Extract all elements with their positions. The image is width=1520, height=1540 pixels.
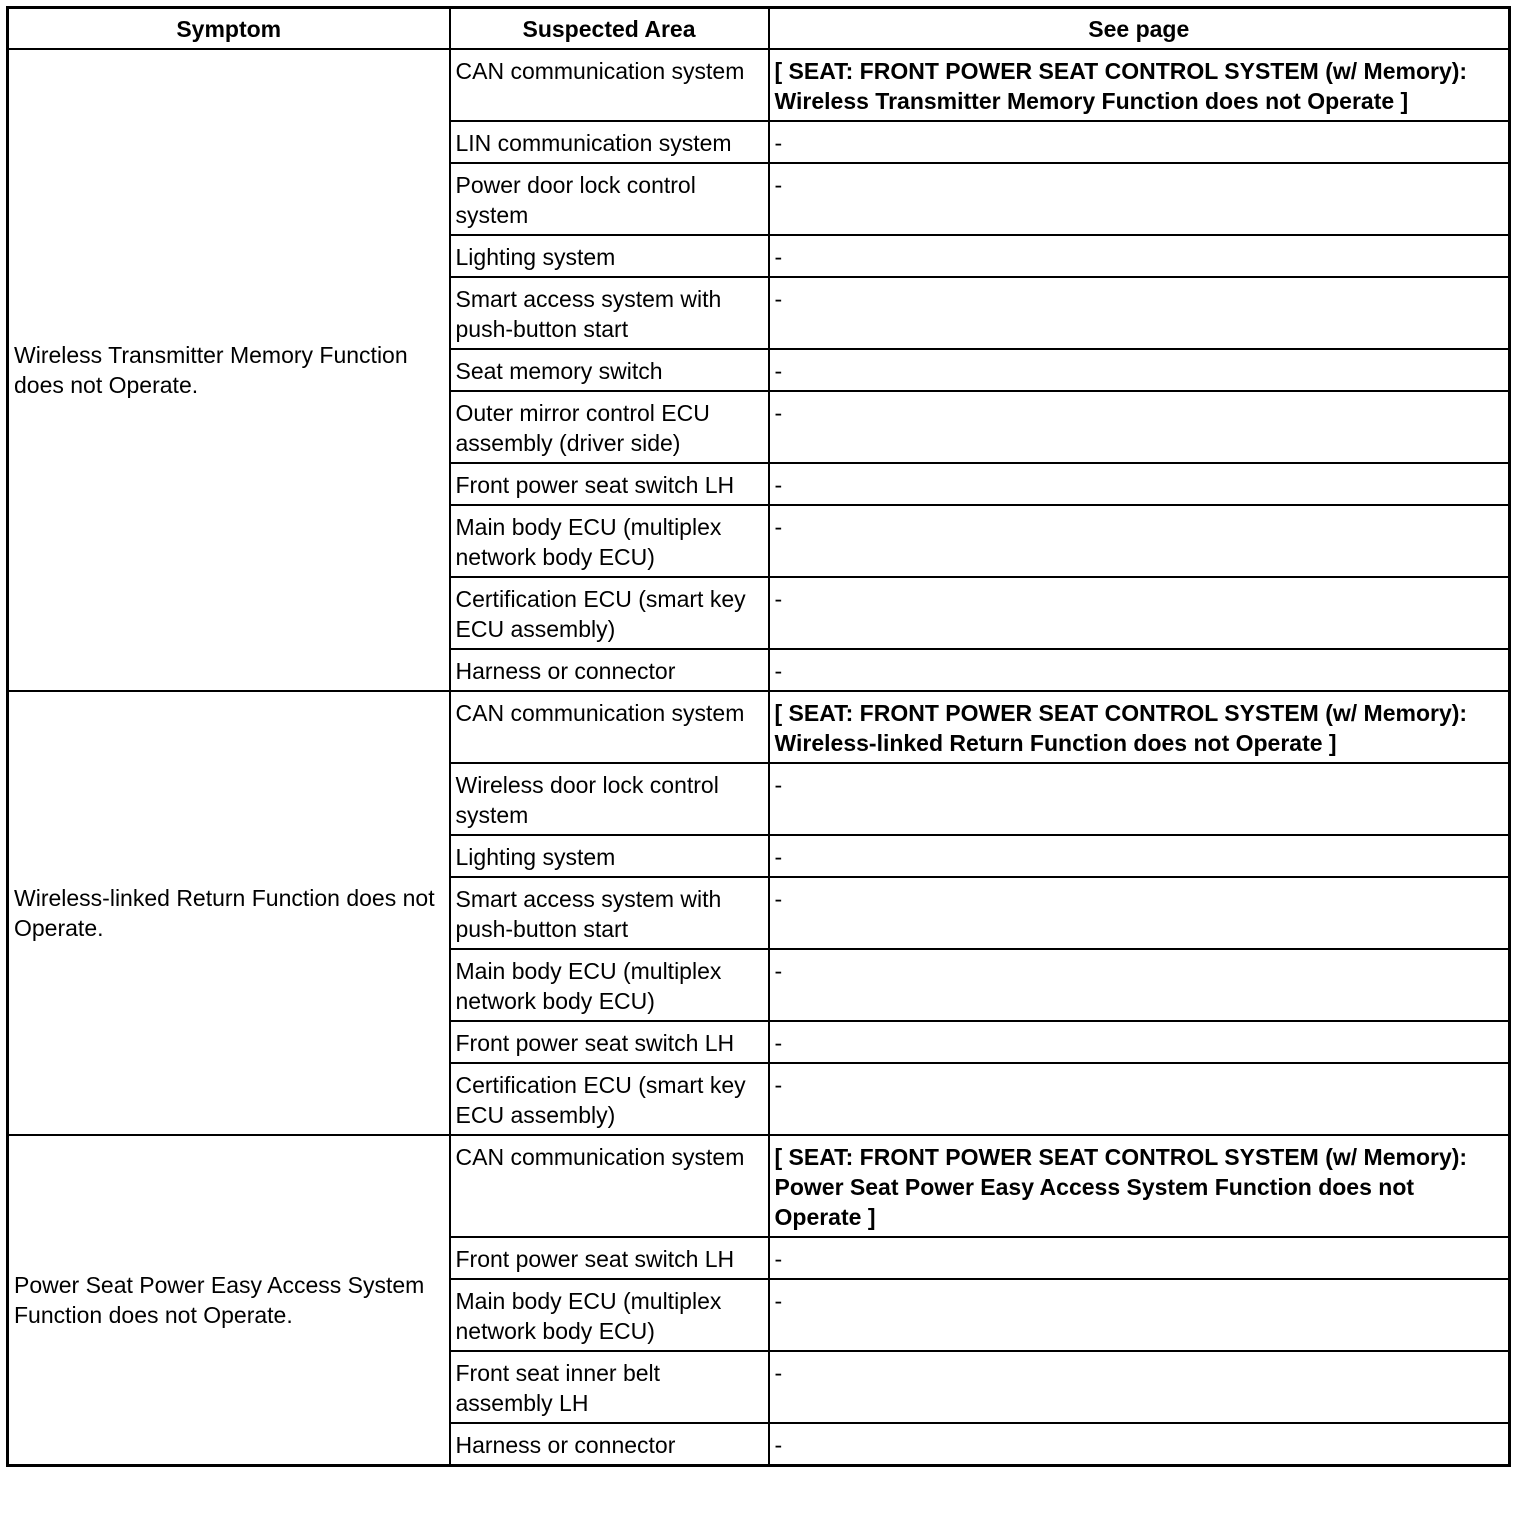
suspected-area-cell: Main body ECU (multiplex network body ECU) [450, 505, 769, 577]
symptom-cell: Wireless Transmitter Memory Function does not Operate. [8, 49, 450, 691]
suspected-area-cell: Main body ECU (multiplex network body ECU) [450, 1279, 769, 1351]
header-see-page: See page [769, 8, 1510, 50]
suspected-area-cell: Certification ECU (smart key ECU assembly) [450, 577, 769, 649]
table-row [8, 1135, 1510, 1237]
see-page-cell: - [769, 1021, 1510, 1063]
suspected-area-cell: Certification ECU (smart key ECU assembly) [450, 1063, 769, 1135]
troubleshooting-table [6, 6, 1511, 1467]
table-row [8, 49, 1510, 121]
suspected-area-cell: Outer mirror control ECU assembly (driver side) [450, 391, 769, 463]
see-page-cell: - [769, 277, 1510, 349]
see-page-link[interactable]: [ SEAT: FRONT POWER SEAT CONTROL SYSTEM (w/ Memory): Wireless-linked Return Function does not Operate ] [769, 691, 1510, 763]
suspected-area-cell: Smart access system with push-button start [450, 877, 769, 949]
suspected-area-cell: CAN communication system [450, 1135, 769, 1237]
see-page-link[interactable]: [ SEAT: FRONT POWER SEAT CONTROL SYSTEM (w/ Memory): Power Seat Power Easy Access System Function does not Operate ] [769, 1135, 1510, 1237]
suspected-area-cell: Smart access system with push-button start [450, 277, 769, 349]
suspected-area-cell: Front power seat switch LH [450, 1237, 769, 1279]
see-page-cell: - [769, 391, 1510, 463]
see-page-cell: - [769, 235, 1510, 277]
suspected-area-cell: Front seat inner belt assembly LH [450, 1351, 769, 1423]
see-page-cell: - [769, 949, 1510, 1021]
header-row [8, 8, 1510, 50]
header-suspected-area: Suspected Area [450, 8, 769, 50]
suspected-area-cell: Power door lock control system [450, 163, 769, 235]
see-page-cell: - [769, 505, 1510, 577]
suspected-area-cell: Front power seat switch LH [450, 463, 769, 505]
suspected-area-cell: Seat memory switch [450, 349, 769, 391]
see-page-cell: - [769, 1279, 1510, 1351]
see-page-cell: - [769, 1423, 1510, 1466]
see-page-cell: - [769, 877, 1510, 949]
suspected-area-cell: CAN communication system [450, 691, 769, 763]
header-symptom: Symptom [8, 8, 450, 50]
see-page-link[interactable]: [ SEAT: FRONT POWER SEAT CONTROL SYSTEM (w/ Memory): Wireless Transmitter Memory Function does not Operate ] [769, 49, 1510, 121]
see-page-cell: - [769, 1351, 1510, 1423]
see-page-cell: - [769, 349, 1510, 391]
see-page-cell: - [769, 121, 1510, 163]
suspected-area-cell: Lighting system [450, 835, 769, 877]
suspected-area-cell: Front power seat switch LH [450, 1021, 769, 1063]
see-page-cell: - [769, 763, 1510, 835]
see-page-cell: - [769, 163, 1510, 235]
see-page-cell: - [769, 835, 1510, 877]
suspected-area-cell: Main body ECU (multiplex network body ECU) [450, 949, 769, 1021]
suspected-area-cell: LIN communication system [450, 121, 769, 163]
table-body [8, 49, 1510, 1466]
see-page-cell: - [769, 1063, 1510, 1135]
see-page-cell: - [769, 649, 1510, 691]
symptom-cell: Wireless-linked Return Function does not Operate. [8, 691, 450, 1135]
suspected-area-cell: Harness or connector [450, 1423, 769, 1466]
see-page-cell: - [769, 463, 1510, 505]
suspected-area-cell: CAN communication system [450, 49, 769, 121]
suspected-area-cell: Harness or connector [450, 649, 769, 691]
suspected-area-cell: Lighting system [450, 235, 769, 277]
see-page-cell: - [769, 1237, 1510, 1279]
table-header [8, 8, 1510, 50]
see-page-cell: - [769, 577, 1510, 649]
table-row [8, 691, 1510, 763]
symptom-cell: Power Seat Power Easy Access System Function does not Operate. [8, 1135, 450, 1466]
suspected-area-cell: Wireless door lock control system [450, 763, 769, 835]
